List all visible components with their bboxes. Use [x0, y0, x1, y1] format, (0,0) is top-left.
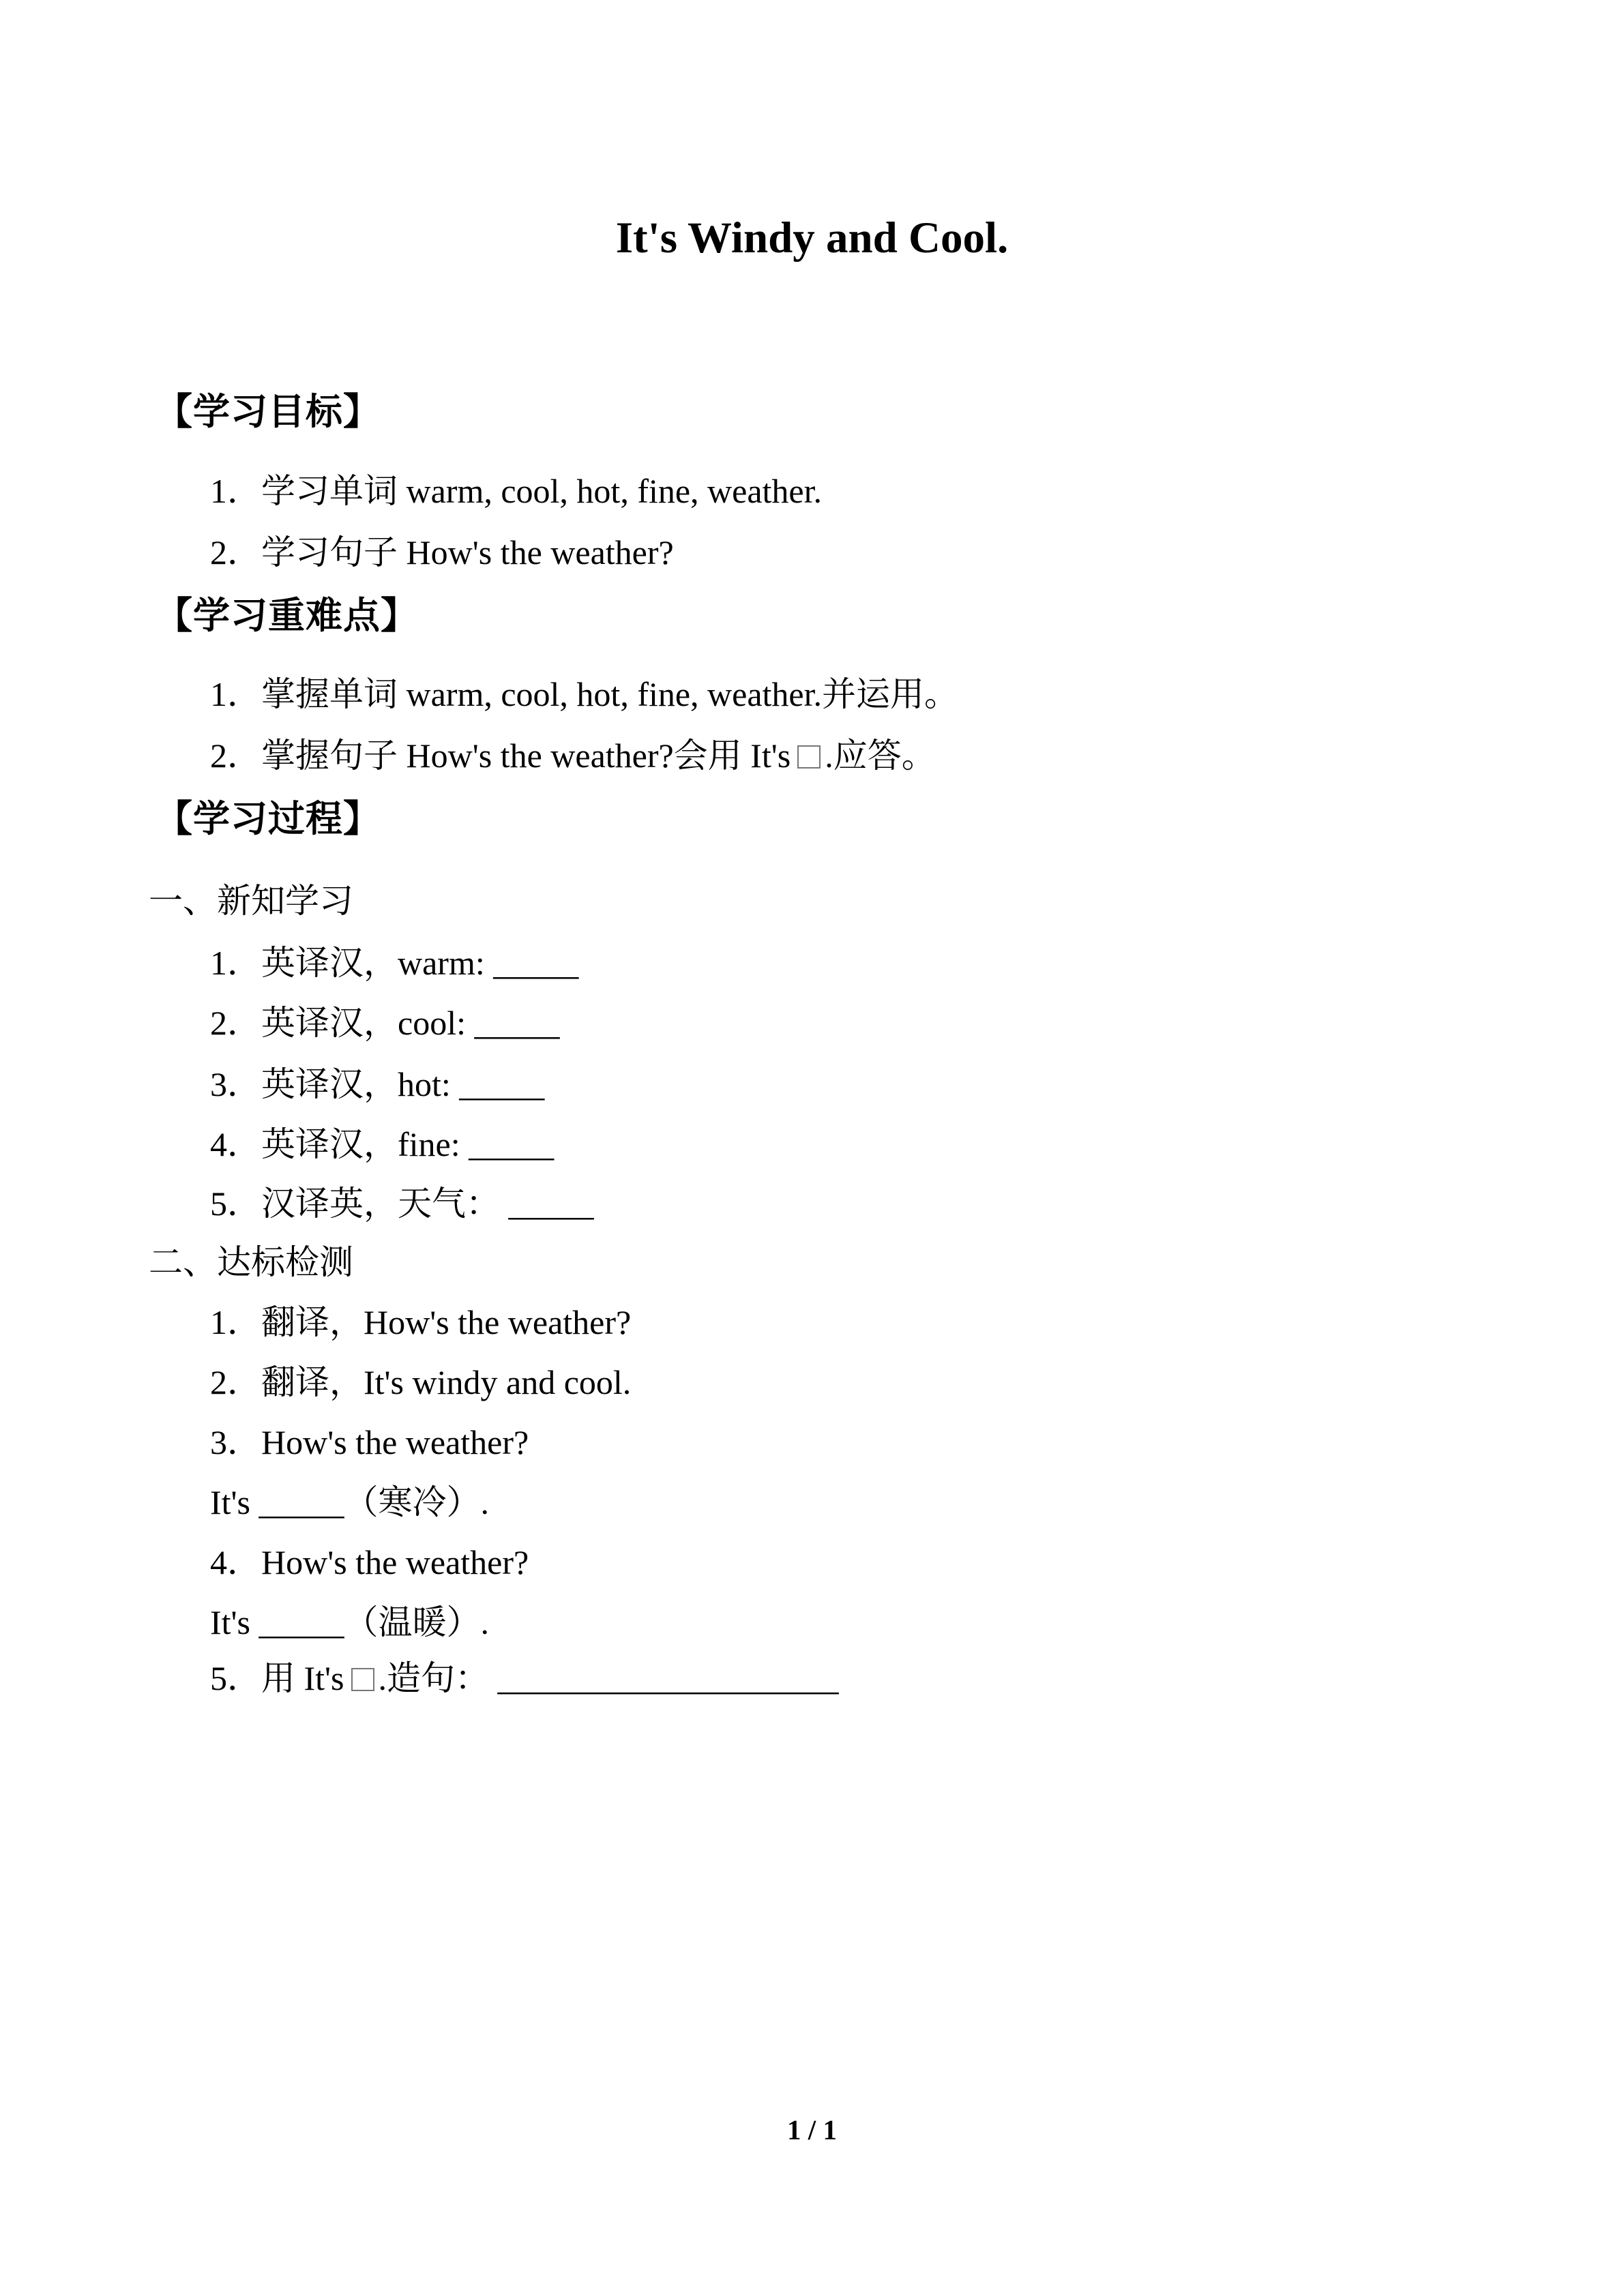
vocab-item-4: 4．英译汉，fine: _____	[210, 1125, 555, 1163]
test-item-5-text-end: .造句： ____________________	[378, 1659, 839, 1697]
test-item-5	[210, 1661, 839, 1695]
vocab-item-2: 2．英译汉，cool: _____	[210, 1004, 560, 1042]
objective-item-2: 2．学习句子 How's the weather?	[210, 533, 674, 571]
process-part-1-label: 一、新知学习	[149, 882, 353, 920]
section-heading-key-points: 【学习重难点】	[156, 595, 418, 636]
page-number: 1 / 1	[787, 2114, 837, 2145]
answer-placeholder-box	[797, 745, 821, 769]
vocab-item-5: 5．汉译英，天气： _____	[210, 1184, 594, 1223]
key-point-item-2-text: 2．掌握句子 How's the weather?会用 It's	[210, 736, 791, 775]
page-title: It's Windy and Cool.	[615, 213, 1009, 263]
key-point-item-2	[210, 736, 936, 775]
answer-placeholder-box	[351, 1668, 374, 1691]
vocab-item-3: 3．英译汉，hot: _____	[210, 1065, 545, 1103]
test-item-5-text: 5．用 It's	[210, 1659, 344, 1697]
test-item-2: 2．翻译，It's windy and cool.	[210, 1363, 632, 1401]
section-heading-process: 【学习过程】	[156, 799, 381, 839]
test-item-3-answer: It's _____（寒冷）.	[210, 1483, 490, 1521]
test-item-3: 3．How's the weather?	[210, 1423, 529, 1461]
key-point-item-1: 1．掌握单词 warm, cool, hot, fine, weather.并运用。	[210, 675, 959, 713]
objective-item-1: 1．学习单词 warm, cool, hot, fine, weather.	[210, 472, 823, 510]
section-heading-objectives: 【学习目标】	[156, 391, 381, 432]
key-point-item-2-text-end: .应答。	[825, 736, 936, 775]
process-part-2-label: 二、达标检测	[149, 1243, 353, 1281]
vocab-item-1: 1．英译汉，warm: _____	[210, 944, 579, 982]
test-item-1: 1．翻译，How's the weather?	[210, 1303, 632, 1341]
test-item-4-answer: It's _____（温暖）.	[210, 1603, 490, 1641]
test-item-4: 4．How's the weather?	[210, 1543, 529, 1581]
